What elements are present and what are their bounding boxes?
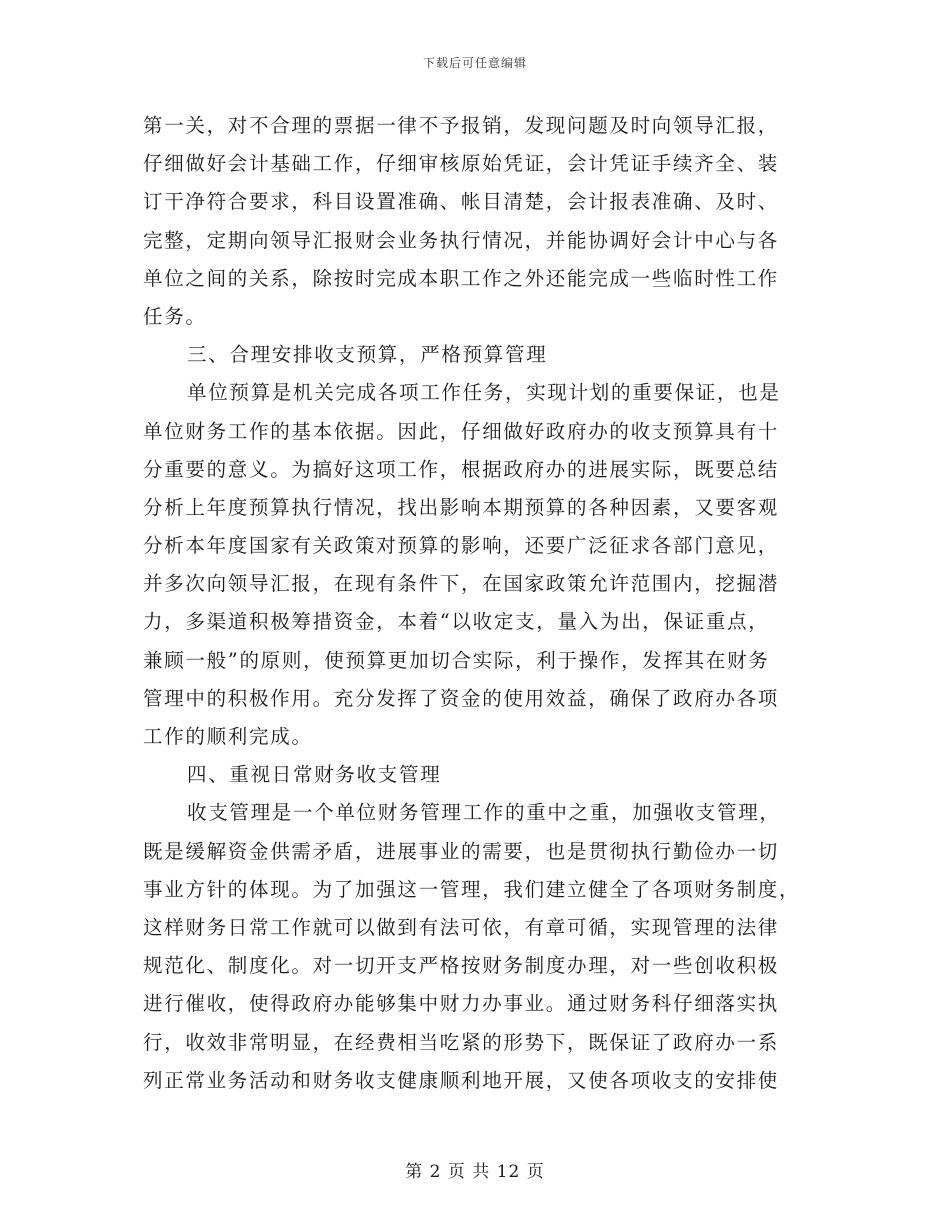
text-line: 分析上年度预算执行情况，找出影响本期预算的各种因素，又要客观 xyxy=(143,495,780,519)
text-line: 任务。 xyxy=(143,304,207,328)
page-number: 第 2 页 共 12 页 xyxy=(405,1162,545,1182)
text-line: 进行催收，使得政府办能够集中财力办事业。通过财务科仔细落实执 xyxy=(143,992,780,1016)
text-line: 这样财务日常工作就可以做到有法可依，有章可循，实现管理的法律 xyxy=(143,915,780,939)
text-line: 单位财务工作的基本依据。因此，仔细做好政府办的收支预算具有十 xyxy=(143,419,780,443)
text-line: 订干净符合要求，科目设置准确、帐目清楚，会计报表准确、及时、 xyxy=(143,190,780,214)
text-line: 事业方针的体现。为了加强这一管理，我们建立健全了各项财务制度， xyxy=(143,877,801,901)
text-line: 列正常业务活动和财务收支健康顺利地开展，又使各项收支的安排使 xyxy=(143,1068,780,1092)
text-line: 单位之间的关系，除按时完成本职工作之外还能完成一些临时性工作 xyxy=(143,266,780,290)
section-heading: 四、重视日常财务收支管理 xyxy=(187,763,442,787)
page-header: 下载后可任意编辑 xyxy=(422,56,527,70)
text-line: 分重要的意义。为搞好这项工作，根据政府办的进展实际，既要总结 xyxy=(143,457,780,481)
document-body xyxy=(143,107,808,1100)
text-line: 行，收效非常明显，在经费相当吃紧的形势下，既保证了政府办一系 xyxy=(143,1030,780,1054)
text-line: 兼顾一般”的原则，使预算更加切合实际，利于操作，发挥其在财务 xyxy=(143,648,770,672)
text-line: 收支管理是一个单位财务管理工作的重中之重，加强收支管理， xyxy=(187,801,781,825)
text-line: 管理中的积极作用。充分发挥了资金的使用效益，确保了政府办各项 xyxy=(143,686,780,710)
text-line: 完整，定期向领导汇报财会业务执行情况，并能协调好会计中心与各 xyxy=(143,228,780,252)
text-line: 既是缓解资金供需矛盾，进展事业的需要，也是贯彻执行勤俭办一切 xyxy=(143,839,780,863)
text-line: 仔细做好会计基础工作，仔细审核原始凭证，会计凭证手续齐全、装 xyxy=(143,152,780,176)
text-line: 单位预算是机关完成各项工作任务，实现计划的重要保证，也是 xyxy=(187,381,781,405)
text-line: 并多次向领导汇报，在现有条件下，在国家政策允许范围内，挖掘潜 xyxy=(143,572,780,596)
text-line: 力，多渠道积极筹措资金，本着“以收定支，量入为出，保证重点， xyxy=(143,610,770,634)
text-line: 规范化、制度化。对一切开支严格按财务制度办理，对一些创收积极 xyxy=(143,954,780,978)
section-heading: 三、合理安排收支预算，严格预算管理 xyxy=(187,343,548,367)
text-line: 第一关，对不合理的票据一律不予报销，发现问题及时向领导汇报， xyxy=(143,114,780,137)
text-line: 分析本年度国家有关政策对预算的影响，还要广泛征求各部门意见， xyxy=(143,534,780,558)
text-line: 工作的顺利完成。 xyxy=(143,725,313,748)
